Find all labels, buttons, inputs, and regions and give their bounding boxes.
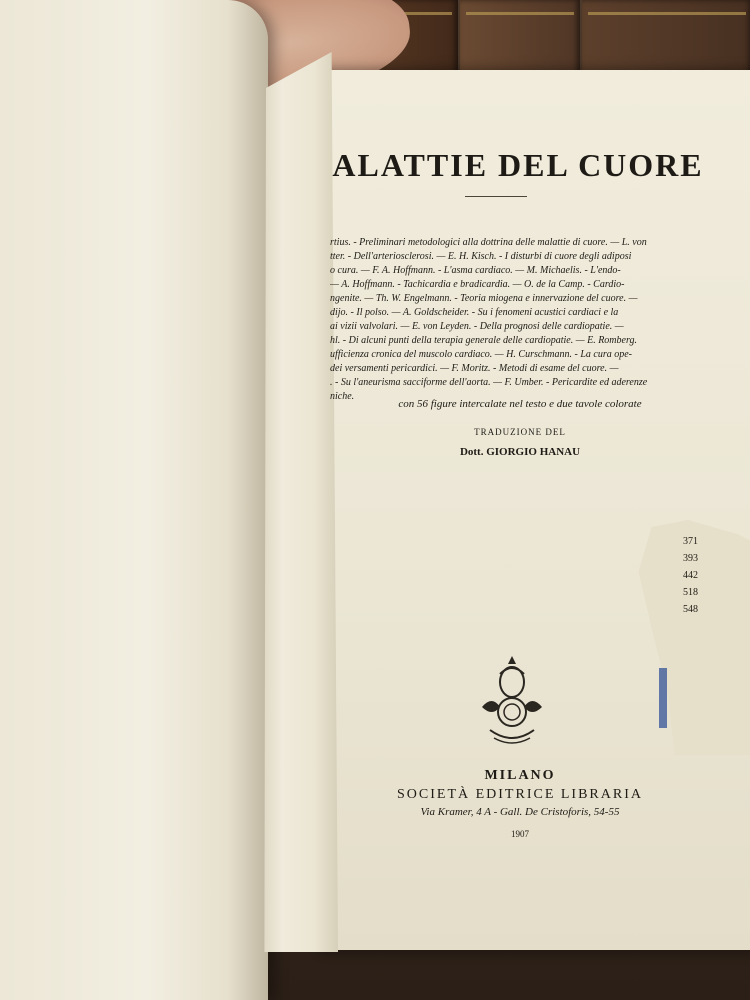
title-rule <box>465 196 527 197</box>
contents-line: dei versamenti pericardici. — F. Moritz. - Metodi di esame del cuore. — <box>330 363 619 374</box>
spine-trim <box>588 12 746 15</box>
translation-label: TRADUZIONE DEL <box>474 427 566 437</box>
page-number: 371 <box>683 536 698 547</box>
contents-line: hl. - Di alcuni punti della terapia generale delle cardiopatie. — E. Romberg. <box>330 335 637 346</box>
library-stamp <box>659 668 667 728</box>
page-number: 393 <box>683 553 698 564</box>
book-title: ALATTIE DEL CUORE <box>332 147 704 183</box>
publication-year: 1907 <box>511 829 529 839</box>
figures-note: con 56 figure intercalate nel testo e due tavole colorate <box>398 398 642 410</box>
contents-line: ngenite. — Th. W. Engelmann. - Teoria miogena e innervazione del cuore. — <box>330 293 638 304</box>
publication-city: MILANO <box>484 768 556 783</box>
publisher-address: Via Kramer, 4 A - Gall. De Cristoforis, 54-55 <box>420 806 620 818</box>
contents-line: ufficienza cronica del muscolo cardiaco. — H. Curschmann. - La cura ope- <box>330 349 632 360</box>
publisher-name: SOCIETÀ EDITRICE LIBRARIA <box>397 787 643 802</box>
contents-line: dijo. - Il polso. — A. Goldscheider. - Su i fenomeni acustici cardiaci e la <box>330 307 619 318</box>
contents-line: rtius. - Preliminari metodologici alla dottrina delle malattie di cuore. — L. von <box>330 237 647 248</box>
contents-line: . - Su l'aneurisma sacciforme dell'aorta. — F. Umber. - Pericardite ed aderenze <box>330 377 648 388</box>
contents-line: o cura. — F. A. Hoffmann. - L'asma cardiaco. — M. Michaelis. - L'endo- <box>330 265 621 276</box>
translator-name: Dott. GIORGIO HANAU <box>459 446 581 458</box>
contents-line: tter. - Dell'arteriosclerosi. — E. H. Kisch. - I disturbi di cuore degli adiposi <box>330 251 632 262</box>
left-page[interactable] <box>0 0 268 1000</box>
page-number: 518 <box>683 587 698 598</box>
contents-line: niche. <box>330 391 355 402</box>
title-page <box>320 70 750 950</box>
spine-trim <box>466 12 574 15</box>
page-number: 548 <box>683 604 698 615</box>
contents-line: — A. Hoffmann. - Tachicardia e bradicardia. — O. de la Camp. - Cardio- <box>330 279 625 290</box>
page-flap[interactable] <box>258 52 338 952</box>
publisher-emblem <box>472 652 552 752</box>
page-number: 442 <box>683 570 698 581</box>
contents-line: ai vizii valvolari. — E. von Leyden. - Della prognosi delle cardiopatie. — <box>330 321 624 332</box>
